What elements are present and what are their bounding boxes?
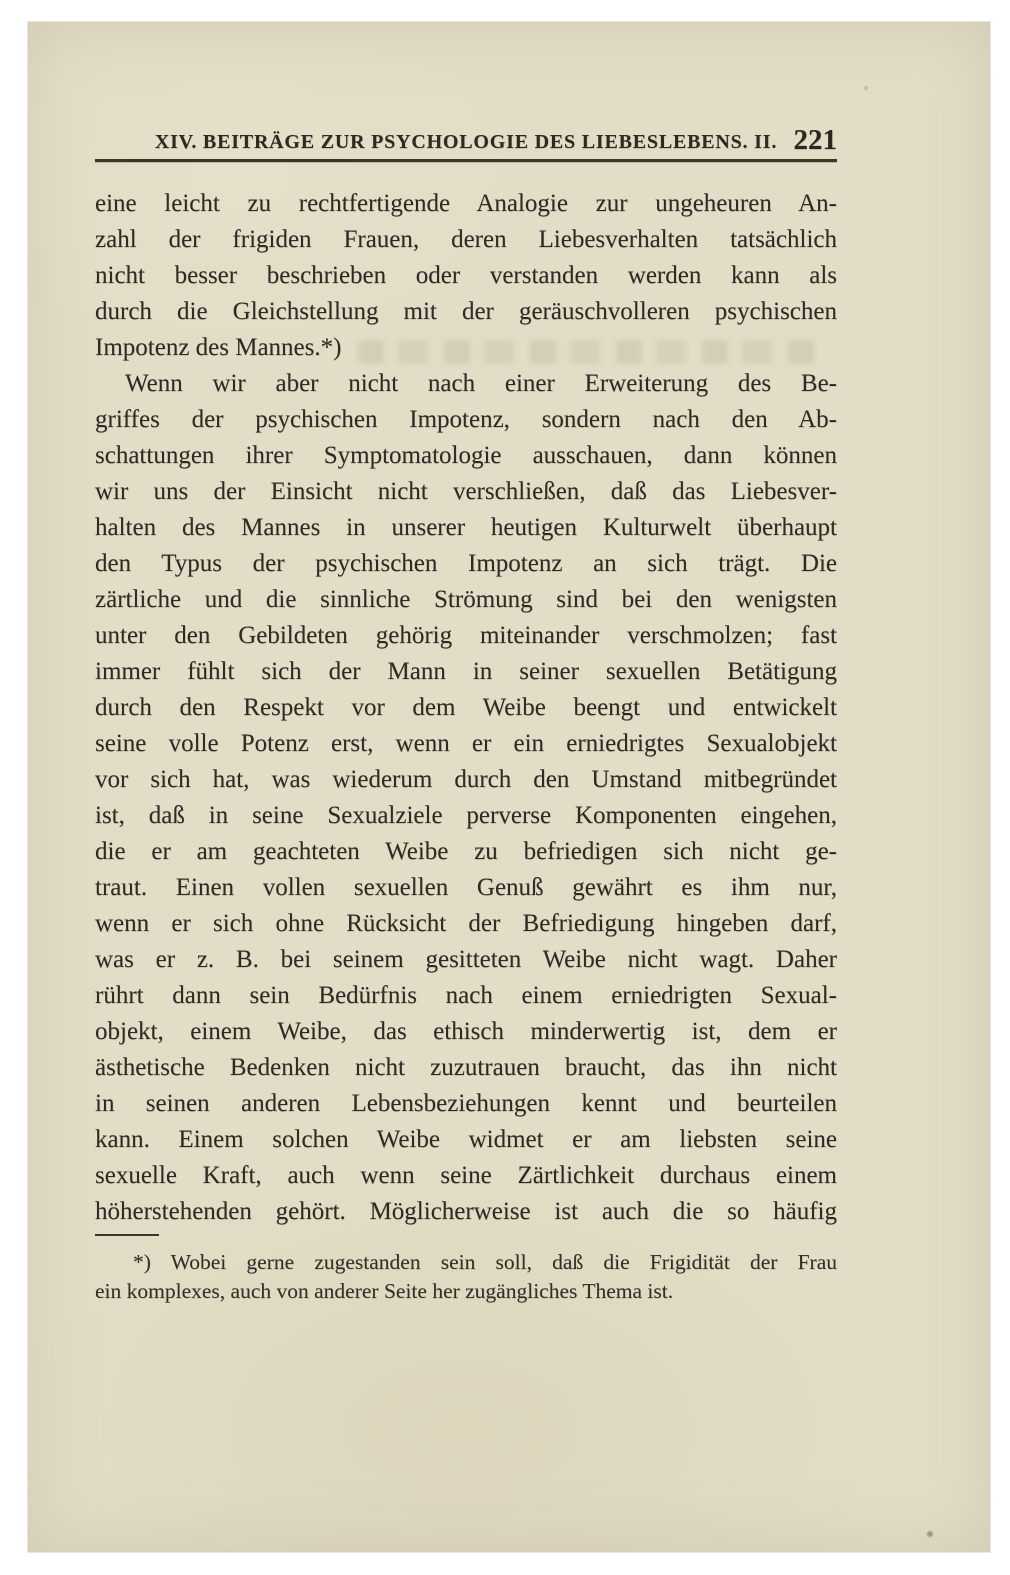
text-line: wir uns der Einsicht nicht verschließen, daß das Liebesver- bbox=[95, 478, 837, 505]
text-line: objekt, einem Weibe, das ethisch minderwertig ist, dem er bbox=[95, 1018, 837, 1045]
page-number: 221 bbox=[793, 124, 837, 156]
text-line: unter den Gebildeten gehörig miteinander verschmolzen; fast bbox=[95, 622, 837, 649]
footnote bbox=[95, 1248, 837, 1306]
show-through-smudge bbox=[358, 340, 818, 364]
text-line: sexuelle Kraft, auch wenn seine Zärtlichkeit durchaus einem bbox=[95, 1162, 837, 1189]
running-head: XIV. BEITRÄGE ZUR PSYCHOLOGIE DES LIEBESLEBENS. II. bbox=[154, 131, 778, 153]
text-line: halten des Mannes in unserer heutigen Kulturwelt überhaupt bbox=[95, 514, 837, 541]
text-line: Impotenz des Mannes.*) bbox=[95, 334, 342, 361]
text-line: was er z. B. bei seinem gesitteten Weibe nicht wagt. Daher bbox=[95, 946, 837, 973]
text-line: rührt dann sein Bedürfnis nach einem erniedrigten Sexual- bbox=[95, 982, 837, 1009]
text-line: ästhetische Bedenken nicht zuzutrauen braucht, das ihn nicht bbox=[95, 1054, 837, 1081]
text-line: kann. Einem solchen Weibe widmet er am liebsten seine bbox=[95, 1126, 837, 1153]
text-line: den Typus der psychischen Impotenz an sich trägt. Die bbox=[95, 550, 837, 577]
text-line: durch den Respekt vor dem Weibe beengt und entwickelt bbox=[95, 694, 837, 721]
text-line: seine volle Potenz erst, wenn er ein erniedrigtes Sexualobjekt bbox=[95, 730, 837, 757]
footnote-line: *) Wobei gerne zugestanden sein soll, daß die Frigidität der Frau bbox=[133, 1250, 837, 1274]
text-line: durch die Gleichstellung mit der geräuschvolleren psychischen bbox=[95, 298, 837, 325]
text-line: Wenn wir aber nicht nach einer Erweiterung des Be- bbox=[125, 370, 837, 397]
page-header bbox=[95, 126, 837, 158]
text-line: traut. Einen vollen sexuellen Genuß gewährt es ihm nur, bbox=[95, 874, 837, 901]
text-line: schattungen ihrer Symptomatologie ausschauen, dann können bbox=[95, 442, 837, 469]
text-line: vor sich hat, was wiederum durch den Umstand mitbegründet bbox=[95, 766, 837, 793]
text-line: die er am geachteten Weibe zu befriedigen sich nicht ge- bbox=[95, 838, 837, 865]
footnote-rule bbox=[95, 1234, 159, 1236]
text-line: ist, daß in seine Sexualziele perverse Komponenten eingehen, bbox=[95, 802, 837, 829]
text-line: immer fühlt sich der Mann in seiner sexuellen Betätigung bbox=[95, 658, 837, 685]
text-line: zärtliche und die sinnliche Strömung sind bei den wenigsten bbox=[95, 586, 837, 613]
text-line: eine leicht zu rechtfertigende Analogie zur ungeheuren An- bbox=[95, 190, 837, 217]
text-line: in seinen anderen Lebensbeziehungen kennt und beurteilen bbox=[95, 1090, 837, 1117]
text-line: wenn er sich ohne Rücksicht der Befriedigung hingeben darf, bbox=[95, 910, 837, 937]
book-page bbox=[28, 22, 990, 1552]
text-line: griffes der psychischen Impotenz, sondern nach den Ab- bbox=[95, 406, 837, 433]
footnote-line: ein komplexes, auch von anderer Seite her zugängliches Thema ist. bbox=[95, 1279, 674, 1303]
text-line: höherstehenden gehört. Möglicherweise ist auch die so häufig bbox=[95, 1198, 837, 1225]
header-rule bbox=[95, 159, 837, 162]
text-line: zahl der frigiden Frauen, deren Liebesverhalten tatsächlich bbox=[95, 226, 837, 253]
text-line: nicht besser beschrieben oder verstanden werden kann als bbox=[95, 262, 837, 289]
